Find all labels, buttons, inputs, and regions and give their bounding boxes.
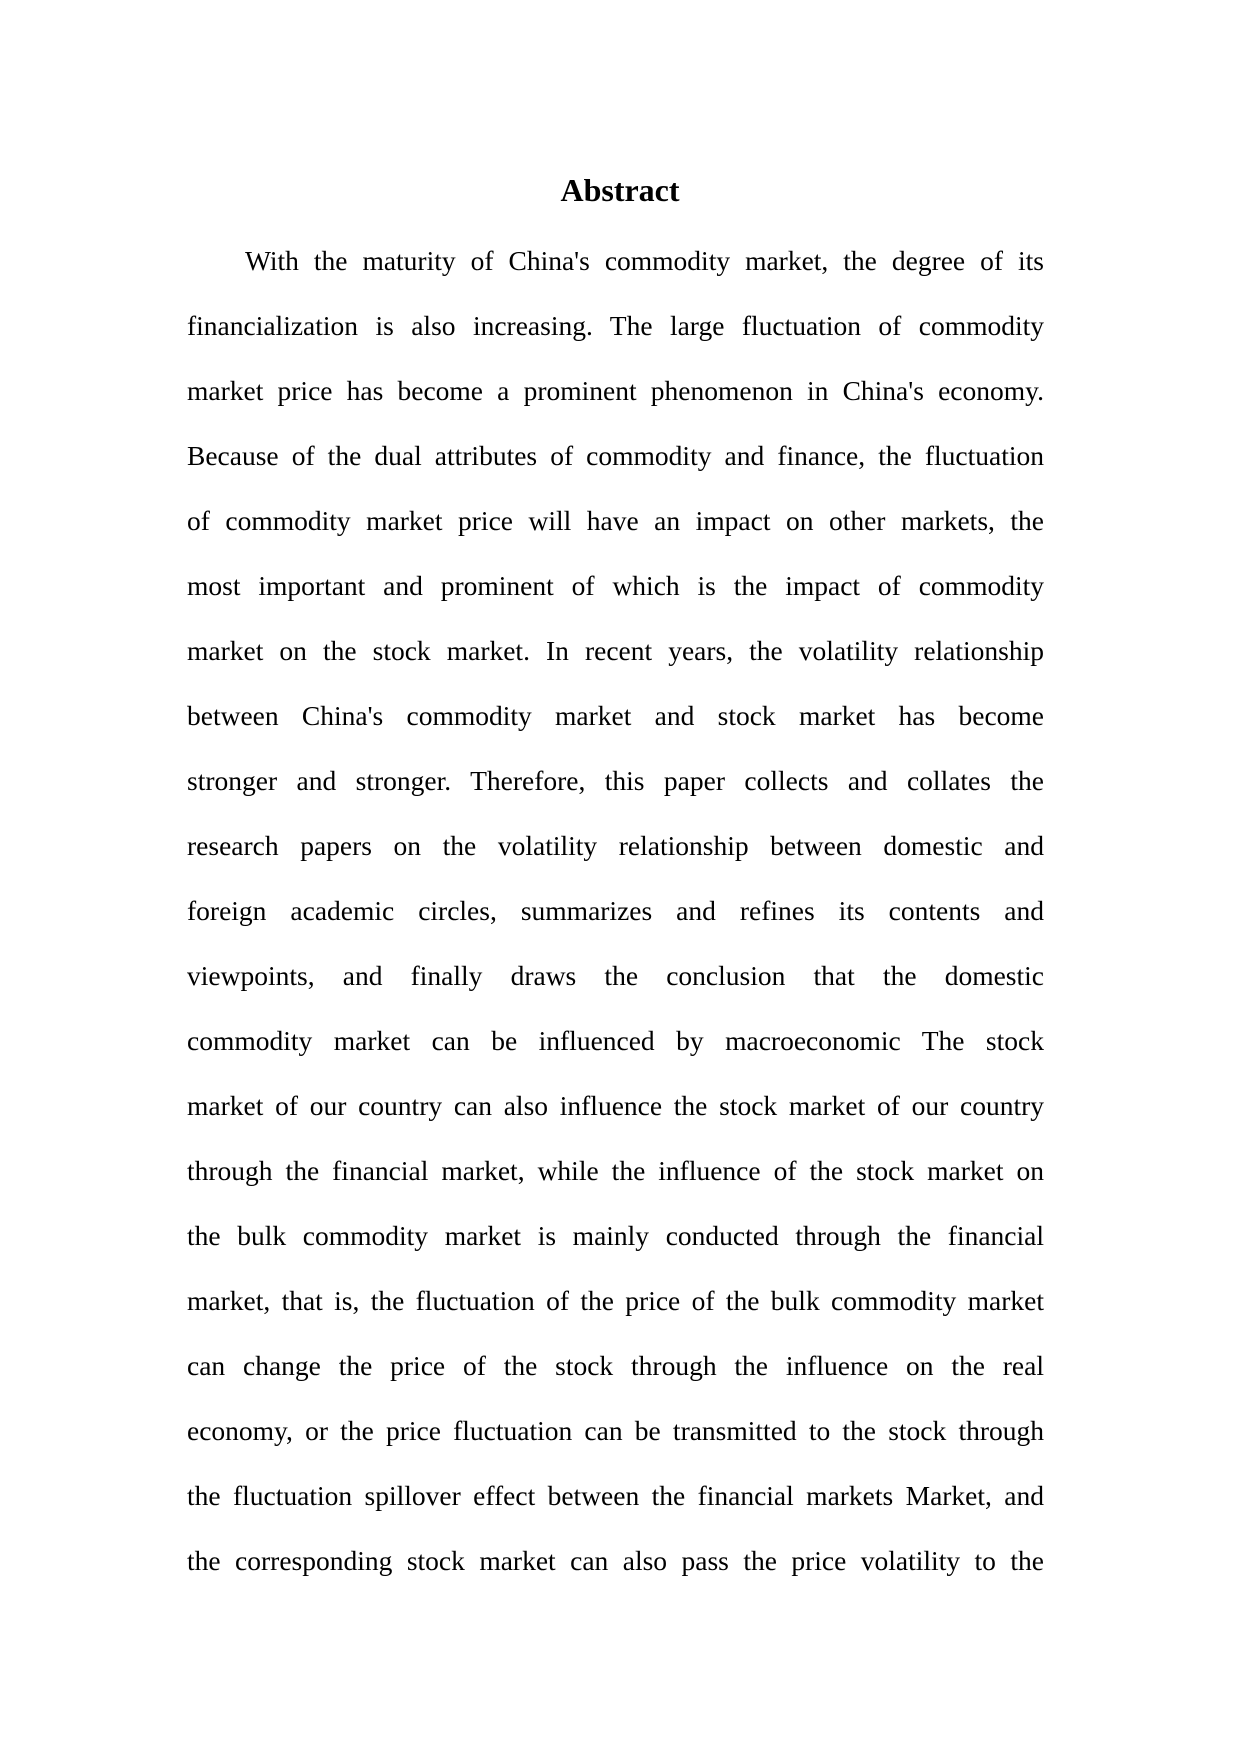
abstract-line: Because of the dual attributes of commodity and finance, the fluctuation — [187, 440, 1044, 471]
abstract-title: Abstract — [560, 172, 680, 208]
abstract-line: stronger and stronger. Therefore, this paper collects and collates the — [187, 765, 1044, 796]
abstract-line: With the maturity of China's commodity market, the degree of its — [245, 245, 1044, 276]
abstract-line: financialization is also increasing. The large fluctuation of commodity — [187, 310, 1044, 341]
abstract-line: the fluctuation spillover effect between the financial markets Market, and — [187, 1480, 1044, 1511]
abstract-line: the corresponding stock market can also pass the price volatility to the — [187, 1545, 1044, 1576]
abstract-body — [187, 236, 1044, 1601]
abstract-line: of commodity market price will have an impact on other markets, the — [187, 505, 1044, 536]
abstract-line: the bulk commodity market is mainly conducted through the financial — [187, 1220, 1044, 1251]
abstract-line: viewpoints, and finally draws the conclusion that the domestic — [187, 960, 1044, 991]
abstract-line: foreign academic circles, summarizes and refines its contents and — [187, 895, 1044, 926]
abstract-line: can change the price of the stock through the influence on the real — [187, 1350, 1044, 1381]
abstract-line: commodity market can be influenced by macroeconomic The stock — [187, 1025, 1044, 1056]
abstract-line: market price has become a prominent phenomenon in China's economy. — [187, 375, 1044, 406]
abstract-line: market, that is, the fluctuation of the price of the bulk commodity market — [187, 1285, 1044, 1316]
abstract-line: through the financial market, while the influence of the stock market on — [187, 1155, 1044, 1186]
abstract-line: between China's commodity market and stock market has become — [187, 700, 1044, 731]
abstract-line: market of our country can also influence the stock market of our country — [187, 1090, 1044, 1121]
abstract-line: market on the stock market. In recent years, the volatility relationship — [187, 635, 1044, 666]
abstract-line: economy, or the price fluctuation can be transmitted to the stock through — [187, 1415, 1044, 1446]
abstract-line: research papers on the volatility relationship between domestic and — [187, 830, 1044, 861]
abstract-line: most important and prominent of which is the impact of commodity — [187, 570, 1044, 601]
